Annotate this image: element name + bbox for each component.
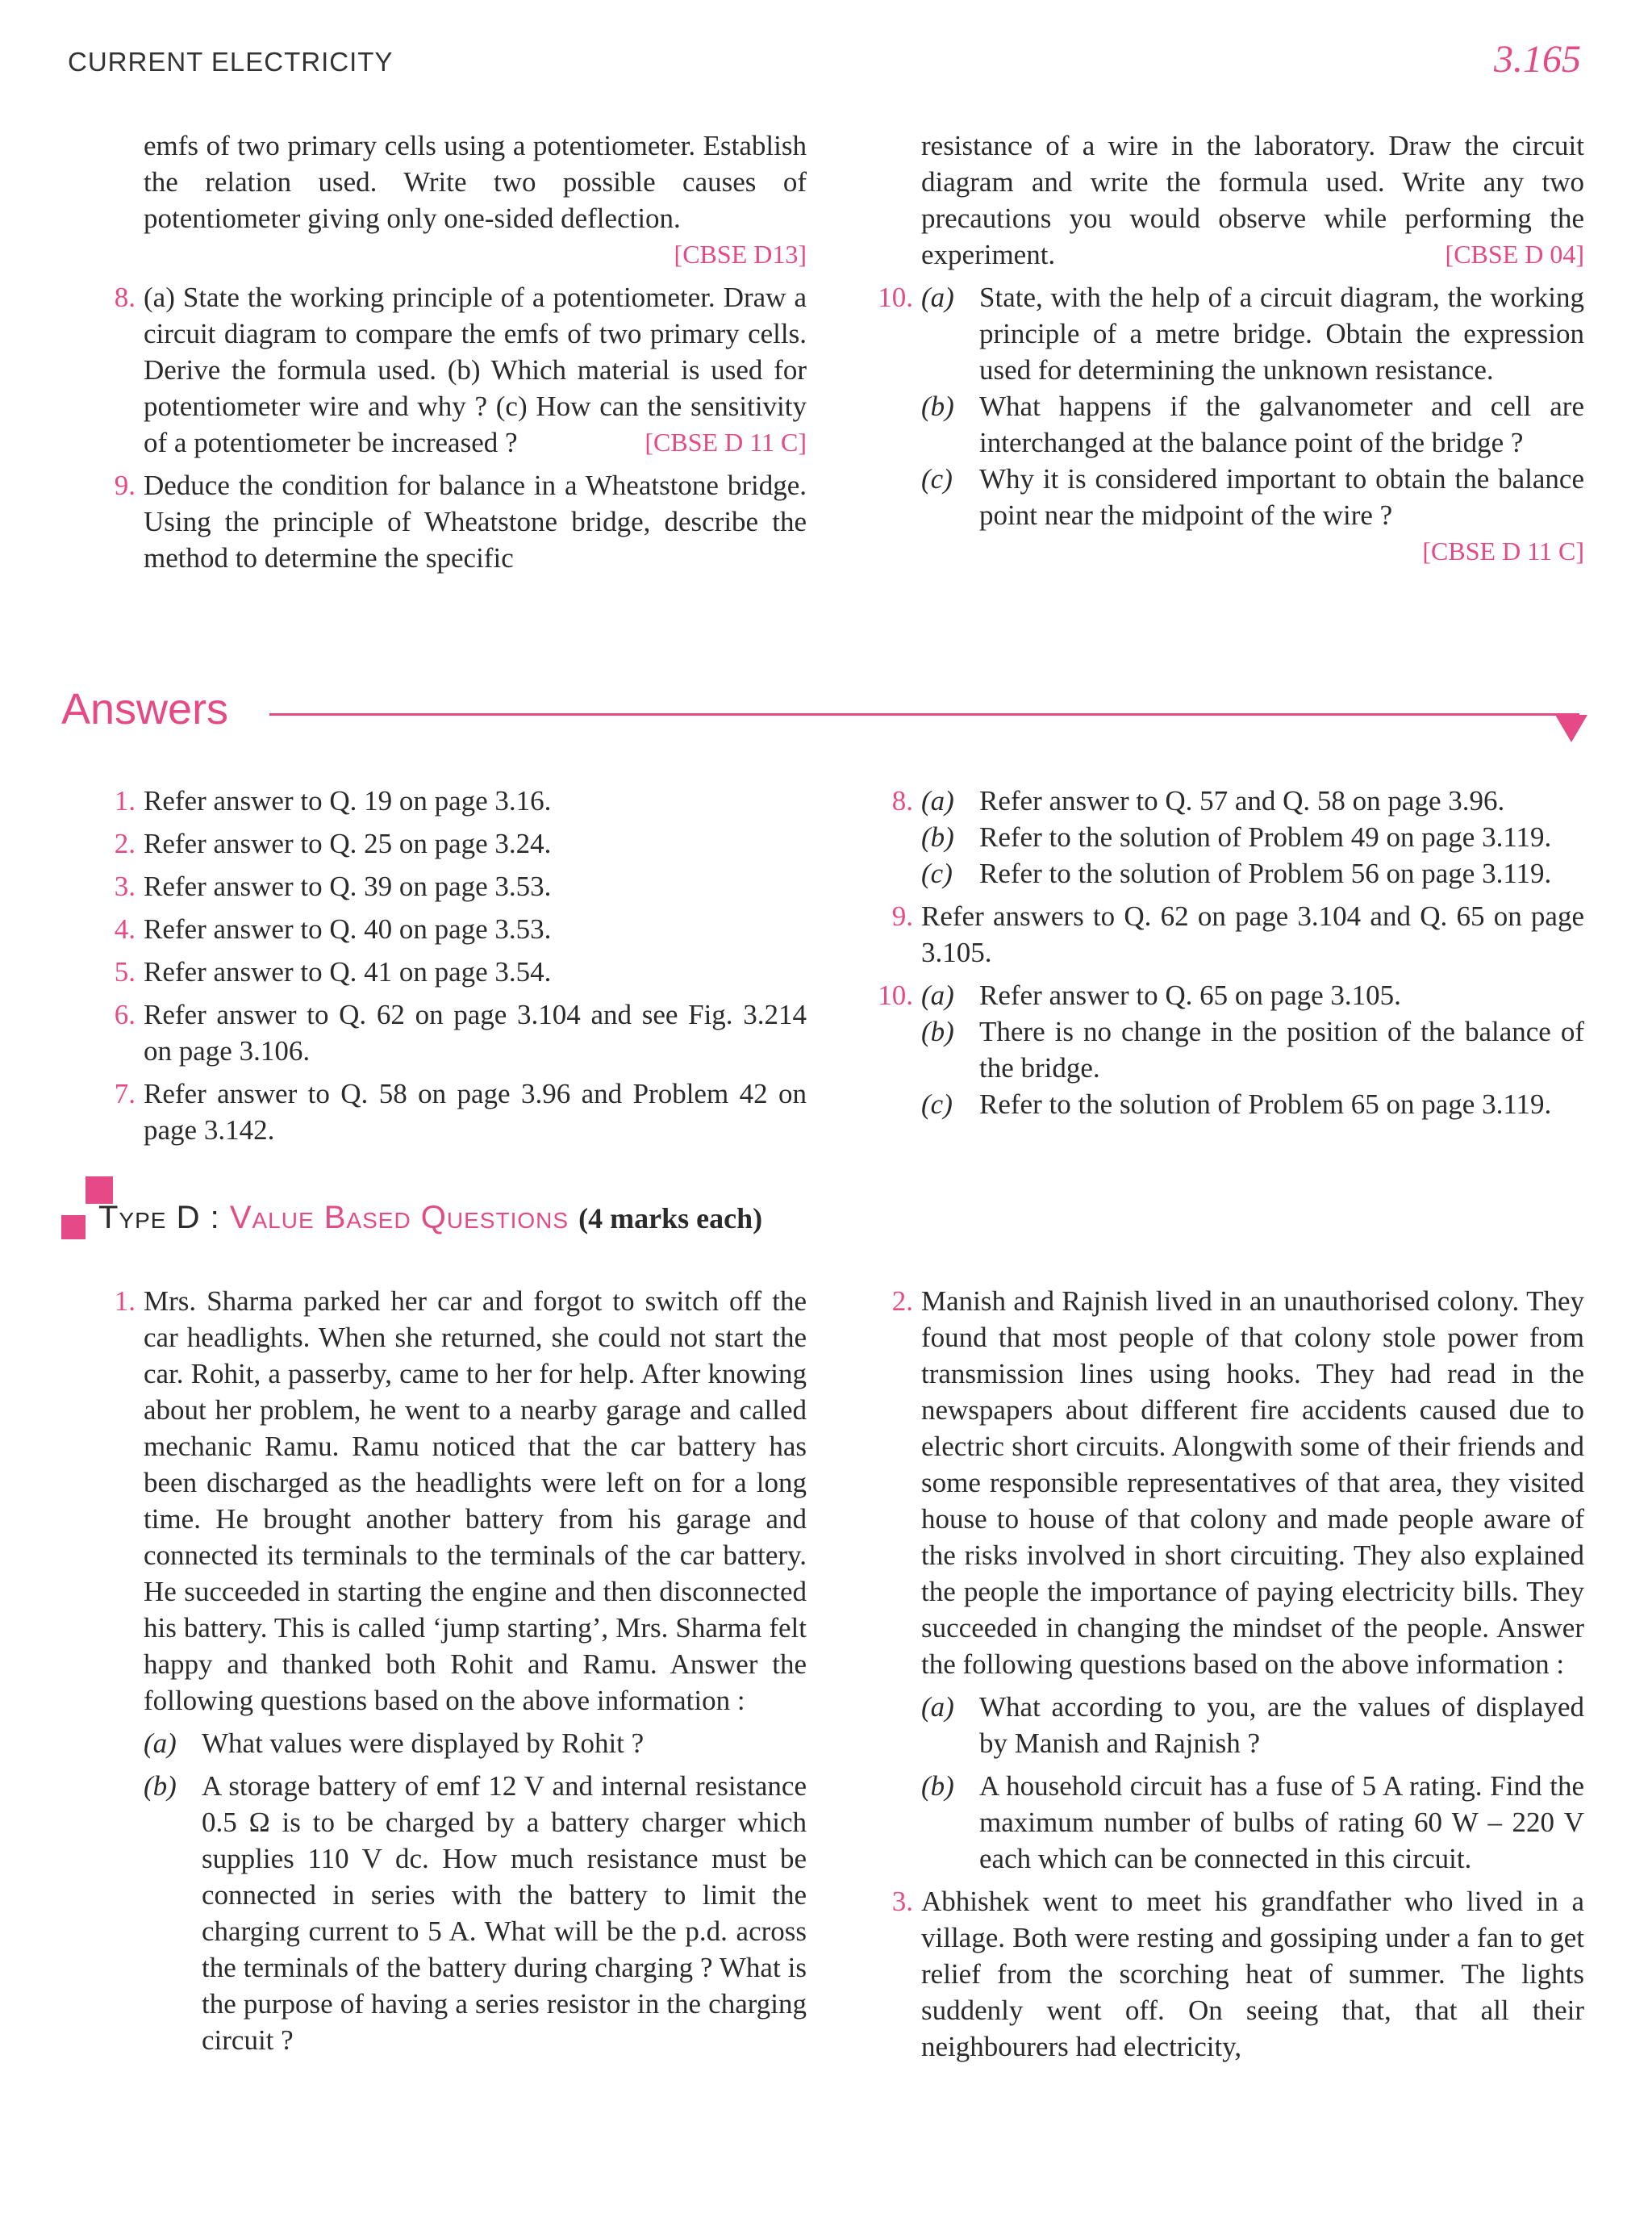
sub-label: (a) [921, 1691, 954, 1723]
sub-text: There is no change in the position of the balance of the bridge. [979, 1016, 1584, 1084]
answer-sub-b [921, 1013, 1584, 1086]
question-number: 9. [114, 470, 136, 501]
sub-label: (b) [921, 821, 954, 853]
sub-label: (a) [921, 980, 954, 1011]
sub-label: (b) [921, 391, 954, 422]
sub-question-b [921, 388, 1584, 461]
sub-question-c [921, 461, 1584, 533]
sub-text: Refer to the solution of Problem 49 on page 3.119. [979, 821, 1552, 853]
answer-text: Refer answers to Q. 62 on page 3.104 and Q. 65 on page 3.105. [921, 900, 1584, 968]
sub-text: A household circuit has a fuse of 5 A rating. Find the maximum number of bulbs of rating 60 W – 220 V each which can be connected in this circuit. [979, 1770, 1584, 1874]
answer-text: Refer answer to Q. 25 on page 3.24. [144, 828, 552, 859]
answer-number: 9. [891, 900, 913, 932]
sub-label: (b) [921, 1016, 954, 1047]
question-number: 3. [891, 1886, 913, 1917]
answer-number: 7. [114, 1078, 136, 1109]
question-number: 10. [878, 282, 913, 313]
section-marker-icon [61, 1215, 86, 1239]
sub-text: Refer to the solution of Problem 65 on page 3.119. [979, 1088, 1552, 1120]
answer-sub-a [921, 783, 1584, 819]
page-number: 3.165 [1494, 38, 1581, 81]
section-prefix: Type D : [98, 1200, 230, 1235]
answer-sub-b [921, 819, 1584, 855]
sub-label: (a) [921, 785, 954, 817]
answers-rule [269, 713, 1579, 716]
question-number: 1. [114, 1285, 136, 1317]
section-heading [98, 1200, 762, 1236]
answer-10 [878, 977, 1584, 1122]
answer-number: 4. [114, 913, 136, 945]
question-text: Abhishek went to meet his grandfather who lived in a village. Both were resting and gossiping under a fan to get relief from the scorching heat of summer. The lights suddenly went off. On seeing that, that all their neighbourers had electricity, [921, 1886, 1584, 2062]
value-question-3 [891, 1883, 1584, 2065]
answer-text: Refer answer to Q. 40 on page 3.53. [144, 913, 552, 945]
sub-label: (c) [921, 463, 953, 495]
sub-text: Refer answer to Q. 65 on page 3.105. [979, 980, 1401, 1011]
question-number: 8. [114, 282, 136, 313]
question-8 [114, 279, 807, 461]
question-text: Deduce the condition for balance in a Wheatstone bridge. Using the principle of Wheatstone bridge, describe the method to determine the specific [144, 470, 807, 574]
answers-heading: Answers [61, 685, 229, 733]
answer-item [114, 783, 807, 819]
running-head: CURRENT ELECTRICITY [68, 47, 394, 77]
sub-label: (c) [921, 858, 953, 889]
answer-item [114, 954, 807, 990]
question-9-continuation [921, 127, 1584, 273]
sub-text: Refer to the solution of Problem 56 on page 3.119. [979, 858, 1552, 889]
value-questions-right [891, 1283, 1584, 2071]
section-title: Value Based Questions [229, 1200, 569, 1235]
answer-item [114, 996, 807, 1069]
answer-item [114, 1076, 807, 1148]
answer-text: Refer answer to Q. 19 on page 3.16. [144, 785, 552, 817]
answer-number: 2. [114, 828, 136, 859]
question-7-continuation [144, 127, 807, 273]
sub-text: A storage battery of emf 12 V and internal resistance 0.5 Ω is to be charged by a battery charger which supplies 110 V dc. How much resistance must be connected in series with the battery to limit the charging current to 5 A. What will be the p.d. across the terminals of the battery during charging ? What is the purpose of having a series resistor in the charging circuit ? [202, 1770, 807, 2056]
section-marks: (4 marks each) [578, 1202, 763, 1234]
value-question-2 [891, 1283, 1584, 1877]
answer-9 [891, 898, 1584, 971]
answer-text: Refer answer to Q. 62 on page 3.104 and see Fig. 3.214 on page 3.106. [144, 999, 807, 1067]
answer-number: 6. [114, 999, 136, 1030]
sub-question-b [144, 1768, 807, 2058]
triangle-down-icon [1555, 715, 1587, 742]
answer-number: 3. [114, 871, 136, 902]
cbse-tag: [CBSE D 11 C] [1422, 537, 1584, 566]
answer-number: 5. [114, 956, 136, 988]
sub-text: Refer answer to Q. 57 and Q. 58 on page 3.96. [979, 785, 1505, 817]
sub-text: What values were displayed by Rohit ? [202, 1727, 645, 1759]
answers-left-column [114, 783, 807, 1155]
answers-right-column [878, 783, 1584, 1129]
sub-label: (a) [921, 282, 954, 313]
answer-text: Refer answer to Q. 39 on page 3.53. [144, 871, 552, 902]
answer-sub-c [921, 1086, 1584, 1122]
sub-question-b [921, 1768, 1584, 1877]
value-question-1 [114, 1283, 807, 2058]
sub-label: (a) [144, 1727, 177, 1759]
sub-text: Why it is considered important to obtain the balance point near the midpoint of the wire ? [979, 463, 1584, 531]
answer-sub-a [921, 977, 1584, 1013]
sub-label: (c) [921, 1088, 953, 1120]
question-text: Manish and Rajnish lived in an unauthorised colony. They found that most people of that colony stole power from transmission lines using hooks. They had read in the newspapers about different fire accidents caused due to electric short circuits. Alongwith some of their friends and some responsible representatives of that area, they visited house to house of that colony and made people aware of the risks involved in short circuiting. They also explained the people the importance of paying electricity bills. They succeeded in changing the mindset of the people. Answer the following questions based on the above information : [921, 1285, 1584, 1680]
cbse-tag: [CBSE D 04] [1445, 240, 1584, 269]
answer-sub-c [921, 855, 1584, 892]
question-10 [878, 279, 1584, 570]
question-text: emfs of two primary cells using a potentiometer. Establish the relation used. Write two possible causes of potentiometer giving only one-sided deflection. [144, 130, 807, 234]
sub-text: What according to you, are the values of displayed by Manish and Rajnish ? [979, 1691, 1584, 1759]
top-right-column [878, 127, 1584, 576]
question-9 [114, 467, 807, 576]
sub-question-a [921, 279, 1584, 388]
question-text: resistance of a wire in the laboratory. Draw the circuit diagram and write the formula used. Write any two precautions you would observe while performing the experiment. [921, 130, 1584, 270]
sub-label: (b) [144, 1770, 177, 1802]
question-text: (a) State the working principle of a potentiometer. Draw a circuit diagram to compare the emfs of two primary cells. Derive the formula used. (b) Which material is used for potentiometer wire and why ? (c) How can the sensitivity of a potentiometer be increased ? [144, 282, 807, 458]
sub-text: State, with the help of a circuit diagram, the working principle of a metre bridge. Obtain the expression used for determining the unknown resistance. [979, 282, 1584, 386]
answer-item [114, 911, 807, 947]
value-questions-left [114, 1283, 807, 2065]
sub-text: What happens if the galvanometer and cell are interchanged at the balance point of the bridge ? [979, 391, 1584, 458]
top-left-column [114, 127, 807, 583]
answer-item [114, 825, 807, 862]
answer-number: 8. [891, 785, 913, 817]
question-text: Mrs. Sharma parked her car and forgot to switch off the car headlights. When she returned, she could not start the car. Rohit, a passerby, came to her for help. After knowing about her problem, he went to a nearby garage and called mechanic Ramu. Ramu noticed that the car battery has been discharged as the headlights were left on for a long time. He brought another battery from his garage and connected its terminals to the terminals of the car battery. He succeeded in starting the engine and then disconnected his battery. This is called ‘jump starting’, Mrs. Sharma felt happy and thanked both Rohit and Ramu. Answer the following questions based on the above information : [144, 1285, 807, 1716]
cbse-tag: [CBSE D 11 C] [645, 428, 807, 457]
answer-number: 1. [114, 785, 136, 817]
question-number: 2. [891, 1285, 913, 1317]
answer-8 [891, 783, 1584, 892]
cbse-tag: [CBSE D13] [674, 240, 807, 269]
answer-number: 10. [878, 980, 913, 1011]
sub-question-a [144, 1725, 807, 1761]
answer-text: Refer answer to Q. 58 on page 3.96 and Problem 42 on page 3.142. [144, 1078, 807, 1146]
answer-item [114, 868, 807, 904]
sub-label: (b) [921, 1770, 954, 1802]
sub-question-a [921, 1689, 1584, 1761]
answer-text: Refer answer to Q. 41 on page 3.54. [144, 956, 552, 988]
